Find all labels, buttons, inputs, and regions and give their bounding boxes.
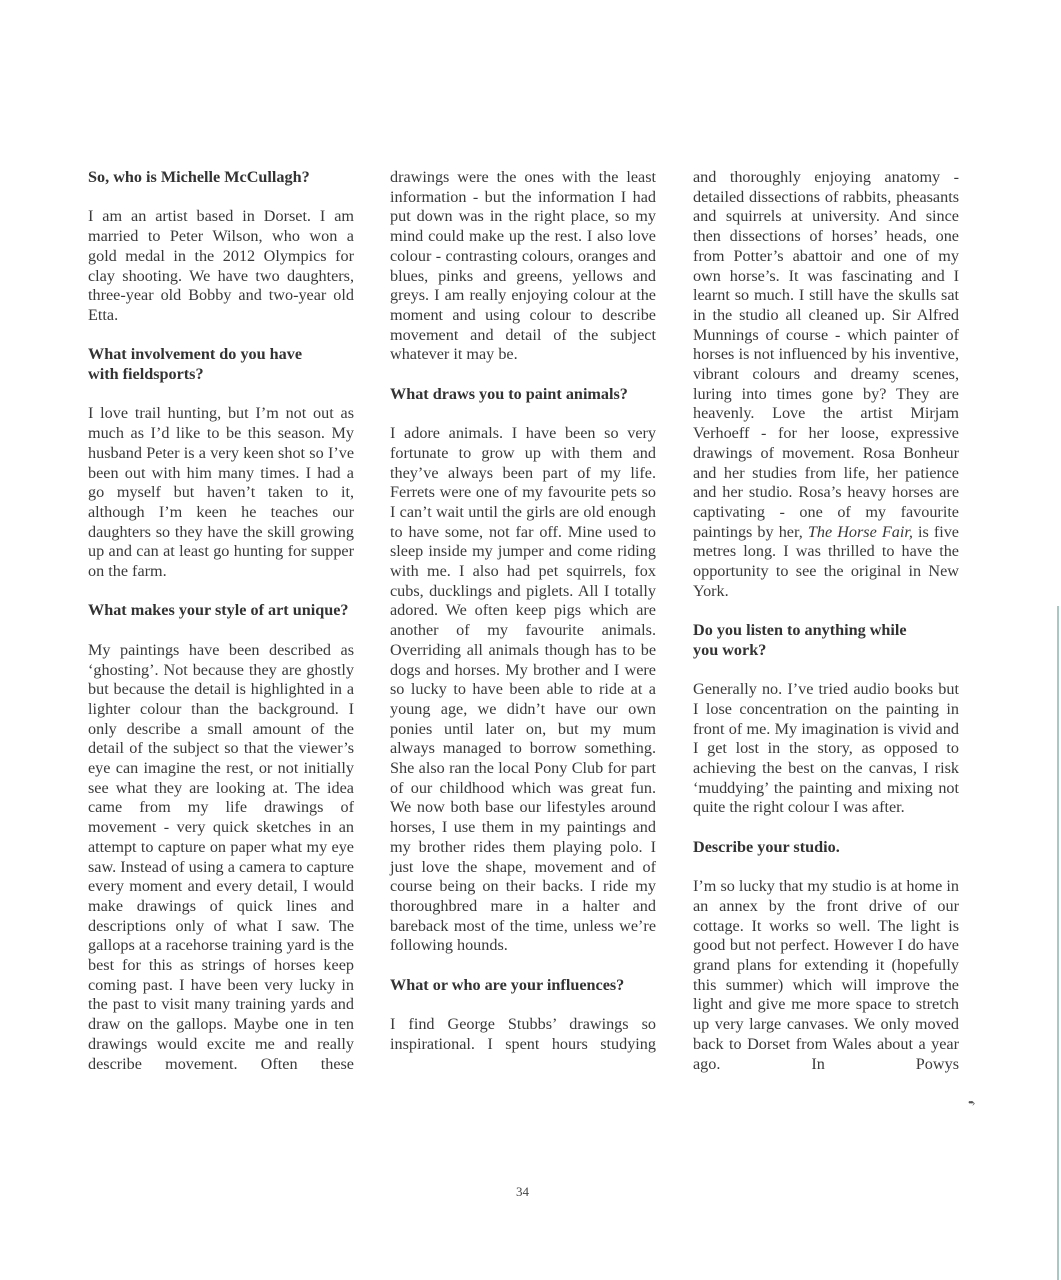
answer-paragraph: I am an artist based in Dorset. I am married to Peter Wilson, who won a gold medal in the 2012 Olympics for clay shooting. We have two daughters, three-year old Bobby and two-year old Etta. — [88, 207, 354, 324]
text-run: and thoroughly enjoying anatomy - detailed dissections of rabbits, pheasants and squirrels at university. And since then dissections of horses’ heads, one from Potter’s abattoir and one of my own horse’s. It was fascinating and I learnt so much. I still have the skulls sat in the studio all cleaned up. Sir Alfred Munnings of course - which painter of horses is not influenced by his inventive, vibrant colours and dreamy scenes, luring into times gone by? They are heavenly. Love the artist Mirjam Verhoeff - for her loose, expressive drawings of movement. Rosa Bonheur and her studies from life, her patience and her studio. Rosa’s heavy horses are captivating - one of my favourite paintings by her, — [693, 168, 959, 541]
column-2 — [390, 168, 656, 1074]
answer-paragraph: Generally no. I’ve tried audio books but I lose concentration on the painting in front of me. My imagination is vivid and I get lost in the story, as opposed to achieving the best on the canvas, I risk ‘muddying’ the painting and mixing not quite the right colour I was after. — [693, 680, 959, 817]
answer-paragraph: I find George Stubbs’ drawings so inspirational. I spent hours studying — [390, 1015, 656, 1053]
heading-line: What involvement do you have — [88, 345, 303, 364]
question-heading — [693, 621, 959, 660]
answer-paragraph: I adore animals. I have been so very fortunate to grow up with them and they’ve always been part of my life. Ferrets were one of my favourite pets so I can’t wait until the girls are old enough to have some, not far off. Mine used to sleep inside my jumper and come riding with me. I also had pet squirrels, fox cubs, ducklings and piglets. All I totally adored. We often keep pigs which are another of my favourite animals. Overriding all animals though has to be dogs and horses. My brother and I were so lucky to have been able to ride at a young age, we didn’t have our own ponies until later on, but my mum always managed to borrow something. She also ran the local Pony Club for part of our childhood which was great fun. We now both base our lifestyles around horses, I use them in my paintings and my brother rides them playing polo. I just love the shape, movement and of course being on their backs. I ride my thoroughbred mare in a halter and bareback most of the time, unless we’re following hounds. — [390, 424, 656, 955]
heading-line: Do you listen to anything while — [693, 621, 907, 640]
question-heading: What draws you to paint animals? — [390, 384, 628, 403]
page-edge-accent-line — [1057, 606, 1059, 1280]
heading-line: you work? — [693, 640, 767, 659]
question-heading: So, who is Michelle McCullagh? — [88, 168, 310, 186]
question-heading: What or who are your influences? — [390, 975, 625, 994]
column-1 — [88, 168, 354, 1094]
page-number: 34 — [516, 1184, 529, 1199]
heading-line: with fieldsports? — [88, 365, 204, 383]
question-heading: Describe your studio. — [693, 837, 840, 856]
answer-paragraph: I love trail hunting, but I’m not out as much as I’d like to be this season. My husband Peter is a very keen shot so I’ve been out with him many times. I had a go myself but haven’t taken to it, although I’m keen he teaches our daughters so they have the skill growing up and can at least go hunting for supper on the farm. — [88, 404, 354, 581]
continue-arrow-icon: ••› — [968, 1097, 974, 1109]
artwork-title: The Horse Fair, — [807, 522, 913, 541]
answer-paragraph-continued — [693, 168, 959, 601]
answer-paragraph: My paintings have been described as ‘ghosting’. Not because they are ghostly but because the detail is highlighted in a lighter colour than the background. I only describe a small amount of the detail of the subject so that the viewer’s eye can imagine the rest, or not initially see what they are looking at. The idea came from my life drawings of movement - very quick sketches in an attempt to capture on paper what my eye saw. Instead of using a camera to capture every moment and every detail, I would make drawings of quick lines and descriptions only of what I saw. The gallops at a racehorse training yard is the best for this as strings of horses keep coming past. I have been very lucky in the past to visit many training yards and draw on the gallops. Maybe one in ten drawings would excite me and really describe movement. Often these — [88, 640, 354, 1073]
text-run: is five metres long. I was thrilled to have the opportunity to see the original in New York. — [693, 522, 959, 600]
question-heading — [88, 345, 354, 384]
question-heading: What makes your style of art unique? — [88, 601, 349, 620]
answer-paragraph: I’m so lucky that my studio is at home in an annex by the front drive of our cottage. It works so well. The light is good but not perfect. However I do have grand plans for extending it (hopefully this summer) which will improve the light and give me more space to stretch up very large canvases. We only moved back to Dorset from Wales about a year ago. In Powys — [693, 877, 959, 1073]
answer-paragraph-continued: drawings were the ones with the least information - but the information I had put down was in the right place, so my mind could make up the rest. I also love colour - contrasting colours, oranges and blues, pinks and greens, yellows and greys. I am really enjoying colour at the moment and using colour to describe movement and detail of the subject whatever it may be. — [390, 168, 656, 364]
column-3 — [693, 168, 959, 1094]
